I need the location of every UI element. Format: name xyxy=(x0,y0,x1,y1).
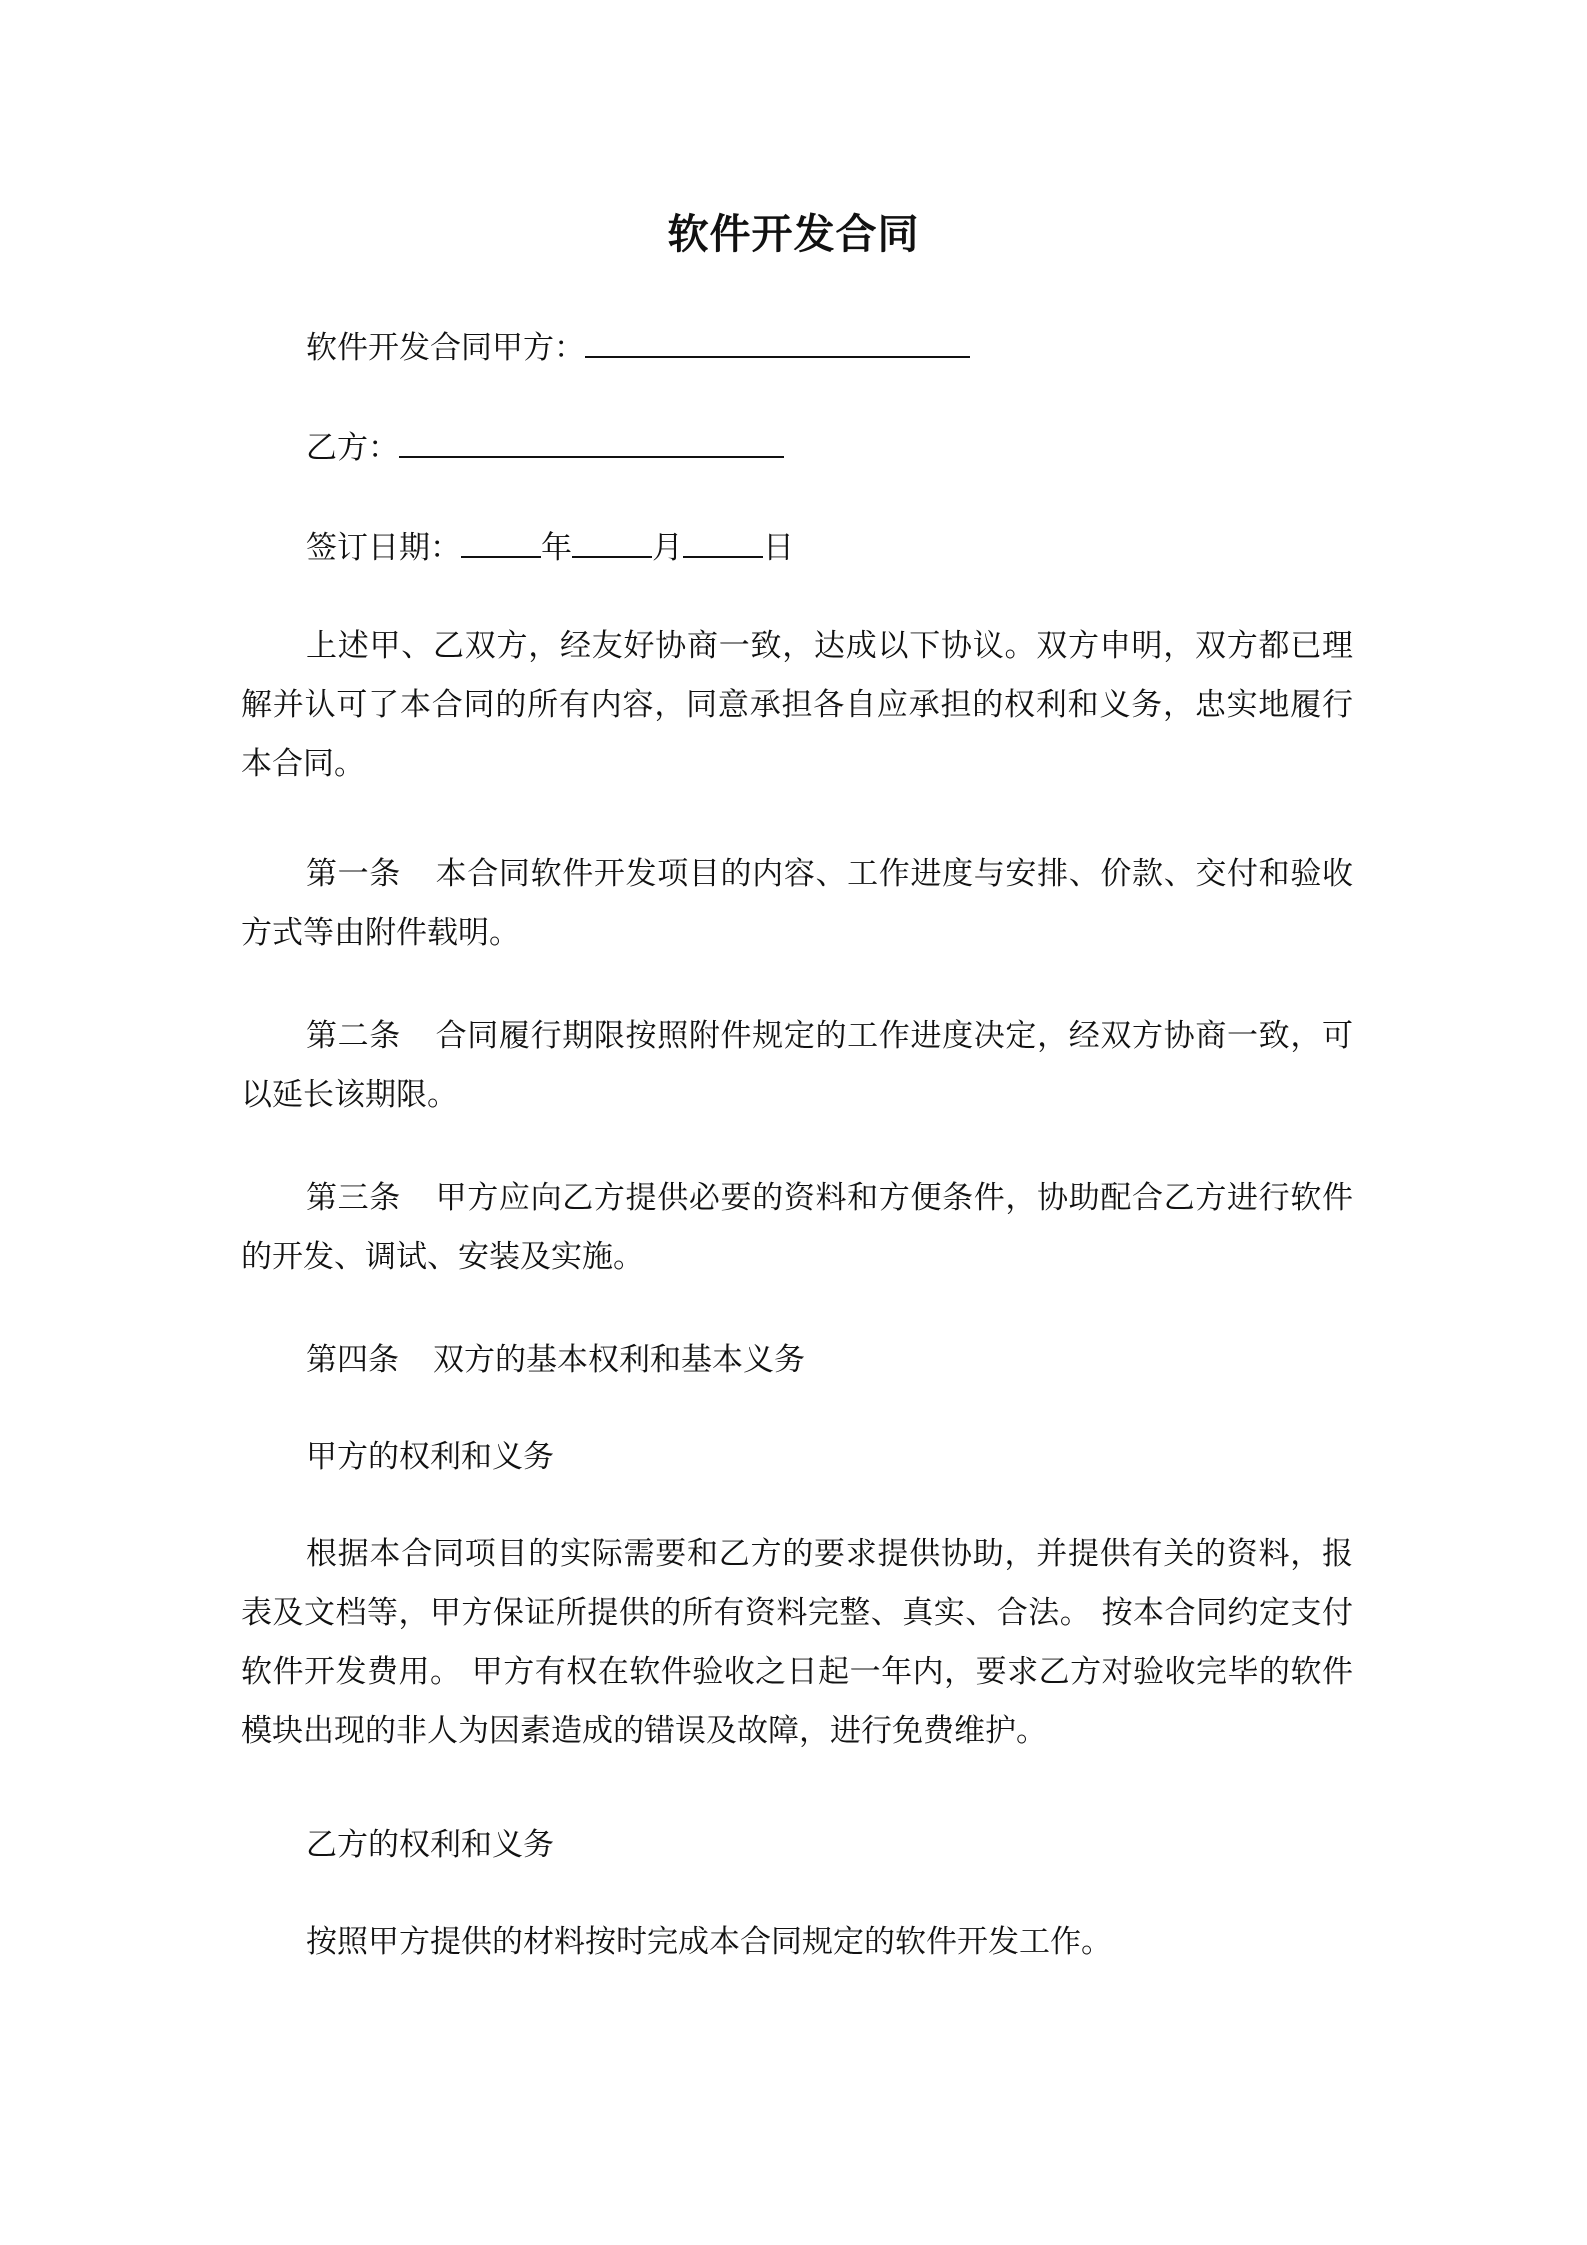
article-2-label: 第二条 xyxy=(306,1018,401,1054)
article-1 xyxy=(241,845,1353,963)
article-3 xyxy=(241,1169,1353,1287)
intro-paragraph: 上述甲、乙双方，经友好协商一致，达成以下协议。双方申明，双方都已理解并认可了本合同的所有内容，同意承担各自应承担的权利和义务，忠实地履行本合同。 xyxy=(241,628,1353,782)
article-2-text: 合同履行期限按照附件规定的工作进度决定，经双方协商一致，可以延长该期限。 xyxy=(241,1018,1353,1113)
article-4-text: 双方的基本权利和基本义务 xyxy=(433,1342,805,1378)
month-blank xyxy=(572,526,652,558)
sign-date-line xyxy=(306,526,794,568)
party-a-blank xyxy=(585,326,970,358)
party-b-label: 乙方： xyxy=(306,430,399,466)
sign-date-label: 签订日期： xyxy=(306,530,461,566)
day-label: 日 xyxy=(763,530,794,566)
article-4 xyxy=(241,1331,1353,1390)
year-blank xyxy=(461,526,541,558)
document-title: 软件开发合同 xyxy=(667,210,920,258)
party-b-rights-text: 按照甲方提供的材料按时完成本合同规定的软件开发工作。 xyxy=(306,1924,1112,1960)
article-1-label: 第一条 xyxy=(306,856,401,892)
party-a-label: 软件开发合同甲方： xyxy=(306,330,585,366)
party-a-rights-text: 根据本合同项目的实际需要和乙方的要求提供协助，并提供有关的资料，报表及文档等，甲方保证所提供的所有资料完整、真实、合法。 按本合同约定支付软件开发费用。 甲方有权在软件验收之日起一年内，要求乙方对验收完毕的软件模块出现的非人为因素造成的错误及故障，进行免费维护。 xyxy=(241,1536,1353,1749)
party-a-rights-heading: 甲方的权利和义务 xyxy=(306,1439,554,1475)
article-2 xyxy=(241,1007,1353,1125)
party-b-line xyxy=(306,426,784,468)
party-b-blank xyxy=(399,426,784,458)
article-1-text: 本合同软件开发项目的内容、工作进度与安排、价款、交付和验收方式等由附件载明。 xyxy=(241,856,1353,951)
day-blank xyxy=(683,526,763,558)
article-3-label: 第三条 xyxy=(306,1180,401,1216)
party-b-rights-heading: 乙方的权利和义务 xyxy=(306,1827,554,1863)
article-4-label: 第四条 xyxy=(306,1342,399,1378)
party-a-line xyxy=(306,326,970,368)
month-label: 月 xyxy=(652,530,683,566)
year-label: 年 xyxy=(541,530,572,566)
article-3-text: 甲方应向乙方提供必要的资料和方便条件，协助配合乙方进行软件的开发、调试、安装及实施。 xyxy=(241,1180,1353,1275)
